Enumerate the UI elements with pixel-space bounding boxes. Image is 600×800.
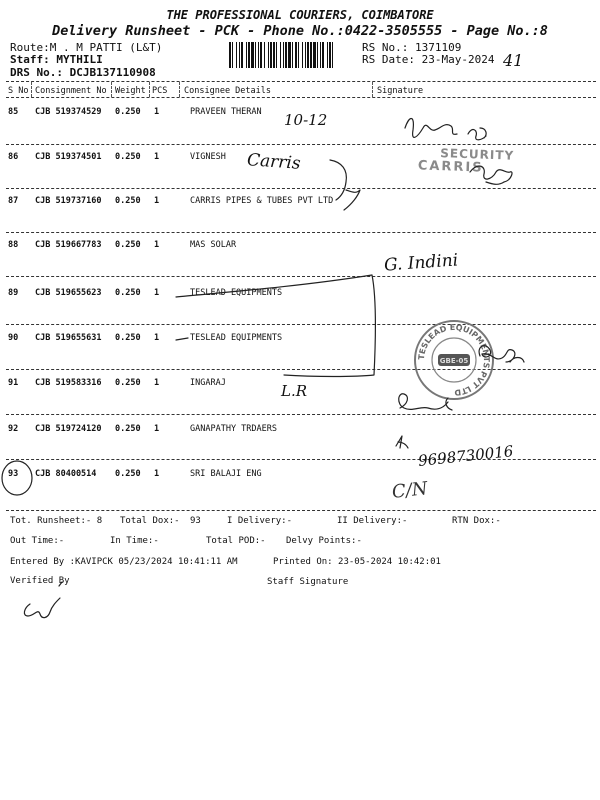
cell-sno: 92	[8, 424, 19, 434]
security-stamp-line2: CARRIS	[417, 158, 484, 176]
handwritten-note-88: G. Indini	[383, 250, 459, 276]
total-pod: Total POD:-	[206, 536, 266, 546]
cell-consignment: CJB 80400514	[35, 469, 97, 479]
drs-label: DRS No.:	[10, 66, 63, 79]
cell-consignment: CJB 519655623	[35, 288, 102, 298]
rtn-dox: RTN Dox:-	[452, 516, 501, 526]
cell-weight: 0.250	[115, 152, 141, 162]
handwritten-note-93: C/N	[390, 478, 429, 503]
col-consignment: Consignment No	[35, 86, 107, 96]
cell-sno: 85	[8, 107, 19, 117]
handwritten-note-86: Carris	[246, 150, 302, 174]
delvy-points: Delvy Points:-	[286, 536, 362, 546]
col-consignee: Consignee Details	[184, 86, 271, 96]
cell-consignee: INGARAJ	[190, 378, 226, 388]
security-stamp-line1: SECURITY	[440, 146, 515, 163]
cell-sno: 91	[8, 378, 19, 388]
cell-weight: 0.250	[115, 288, 141, 298]
cell-weight: 0.250	[115, 196, 141, 206]
cell-consignment: CJB 519737160	[35, 196, 102, 206]
signature-85	[405, 119, 486, 140]
route-label: Route:	[10, 41, 50, 54]
runsheet-title: Delivery Runsheet - PCK - Phone No.:0422-3505555 - Page No.:8	[52, 23, 548, 39]
signature-91	[399, 394, 452, 410]
cell-pcs: 1	[154, 378, 160, 388]
cell-sno: 93	[8, 469, 19, 479]
ii-delivery: II Delivery:-	[337, 516, 408, 526]
col-weight: Weight	[115, 86, 146, 96]
handwritten-note-92: 9698730016	[417, 442, 515, 470]
handwritten-page-mark: 41	[503, 51, 524, 70]
cell-consignee: GANAPATHY TRDAERS	[190, 424, 277, 434]
cell-consignment: CJB 519374529	[35, 107, 102, 117]
cell-pcs: 1	[154, 196, 160, 206]
total-dox-value: 93	[190, 516, 201, 526]
rs-no-label: RS No.:	[362, 41, 409, 54]
cell-sno: 90	[8, 333, 19, 343]
entered-by: Entered By :KAVIPCK 05/23/2024 10:41:11 AM	[10, 557, 238, 567]
cell-consignee: PRAVEEN THERAN	[190, 107, 262, 117]
cell-pcs: 1	[154, 107, 160, 117]
cell-weight: 0.250	[115, 240, 141, 250]
cell-pcs: 1	[154, 424, 160, 434]
cell-pcs: 1	[154, 152, 160, 162]
cell-pcs: 1	[154, 288, 160, 298]
staff-value: MYTHILI	[56, 53, 103, 66]
i-delivery: I Delivery:-	[227, 516, 293, 526]
cell-consignment: CJB 519667783	[35, 240, 102, 250]
cell-sno: 88	[8, 240, 19, 250]
tick-90	[176, 338, 188, 340]
cell-weight: 0.250	[115, 333, 141, 343]
verified-signature	[24, 582, 62, 618]
cell-consignee: VIGNESH	[190, 152, 226, 162]
cell-weight: 0.250	[115, 424, 141, 434]
route-value: M . M PATTI (L&T)	[49, 41, 163, 54]
signature-86	[470, 166, 512, 184]
cell-consignee: SRI BALAJI ENG	[190, 469, 262, 479]
circle-93	[2, 461, 32, 495]
total-dox-label: Total Dox:-	[120, 516, 180, 526]
cell-pcs: 1	[154, 469, 160, 479]
col-sno: S No	[8, 86, 29, 96]
staff-label: Staff:	[10, 53, 50, 66]
cell-pcs: 1	[154, 333, 160, 343]
company-title: THE PROFESSIONAL COURIERS, COIMBATORE	[166, 8, 434, 22]
cell-consignment: CJB 519583316	[35, 378, 102, 388]
cell-weight: 0.250	[115, 469, 141, 479]
cell-weight: 0.250	[115, 378, 141, 388]
rs-date-value: 23-May-2024	[421, 53, 495, 66]
cell-consignment: CJB 519374501	[35, 152, 102, 162]
printed-on: Printed On: 23-05-2024 10:42:01	[273, 557, 441, 567]
col-signature: Signature	[377, 86, 424, 96]
footer-rule	[6, 510, 596, 511]
cell-consignment: CJB 519655631	[35, 333, 102, 343]
cell-consignee: MAS SOLAR	[190, 240, 237, 250]
handwritten-note-85: 10-12	[284, 111, 328, 129]
verified-by-label: Verified By	[10, 576, 70, 586]
cell-consignee: TESLEAD EQUIPMENTS	[190, 333, 283, 343]
cell-consignee: CARRIS PIPES & TUBES PVT LTD	[190, 196, 334, 206]
cell-pcs: 1	[154, 240, 160, 250]
cell-consignment: CJB 519724120	[35, 424, 102, 434]
bracket-86-87	[330, 160, 360, 210]
teslead-stamp-center: GBE-05	[439, 357, 469, 365]
cell-weight: 0.250	[115, 107, 141, 117]
rs-no-value: 1371109	[414, 41, 462, 54]
total-runsheet: Tot. Runsheet:- 8	[10, 516, 103, 526]
out-time: Out Time:-	[10, 536, 65, 546]
cell-consignee: TESLEAD EQUIPMENTS	[190, 288, 283, 298]
drs-value: DCJB137110908	[69, 66, 156, 79]
col-pcs: PCS	[152, 86, 168, 96]
handwritten-note-91: L.R	[281, 382, 308, 400]
signature-92	[396, 436, 408, 448]
in-time: In Time:-	[110, 536, 159, 546]
teslead-stamp-ring-text: TESLEAD EQUIPMENTS PVT LTD	[416, 322, 492, 398]
rs-date-label: RS Date:	[362, 53, 415, 66]
signature-90	[479, 346, 524, 362]
bracket-89-90	[176, 275, 375, 377]
cell-sno: 89	[8, 288, 19, 298]
staff-signature-label: Staff Signature	[267, 577, 349, 587]
cell-sno: 87	[8, 196, 19, 206]
cell-sno: 86	[8, 152, 19, 162]
